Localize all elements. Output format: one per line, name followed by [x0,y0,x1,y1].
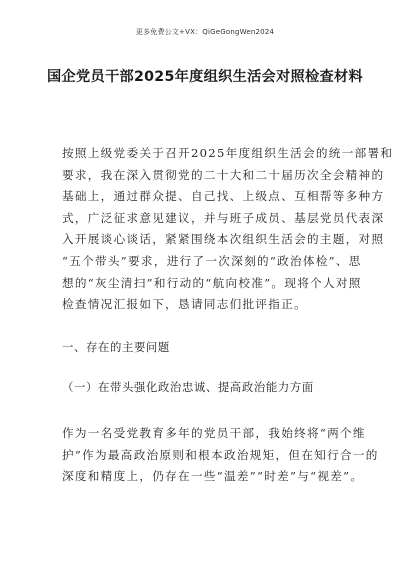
subsection-heading: （一）在带头强化政治忠诚、提高政治能力方面 [62,380,314,394]
paragraph-line: 按照上级党委关于召开2025年度组织生活会的统一部署和 [62,146,394,160]
document-title: 国企党员干部2025年度组织生活会对照检查材料 [47,69,363,85]
paragraph-line: 想的“灰尘清扫”和行动的“航向校准”。现将个人对照 [62,275,362,290]
intro-paragraph [62,143,394,316]
section-heading: 一、存在的主要问题 [62,340,170,354]
body-paragraph [62,423,379,488]
header-note: 更多免费公文+VX：QiGeGongWen2024 [135,28,275,36]
paragraph-line: 式，广泛征求意见建议，并与班子成员、基层党员代表深 [62,210,385,225]
paragraph-line: 检查情况汇报如下，恳请同志们批评指正。 [62,297,307,312]
paragraph-line: “五个带头”要求，进行了一次深刻的“政治体检”、思 [62,253,362,268]
paragraph-line: 要求，我在深入贯彻党的二十大和二十届历次全会精神的 [62,167,385,182]
paragraph-line: 入开展谈心谈话，紧紧围绕本次组织生活会的主题，对照 [62,232,385,247]
paragraph-line: 深度和精度上，仍存在一些“温差”“时差”与“视差”。 [62,469,364,484]
paragraph-line: 护”作为最高政治原则和根本政治规矩，但在知行合一的 [62,447,379,462]
paragraph-line: 基础上，通过群众提、自己找、上级点、互相帮等多种方 [62,189,385,204]
paragraph-line: 作为一名受党教育多年的党员干部，我始终将“两个维 [62,426,366,440]
